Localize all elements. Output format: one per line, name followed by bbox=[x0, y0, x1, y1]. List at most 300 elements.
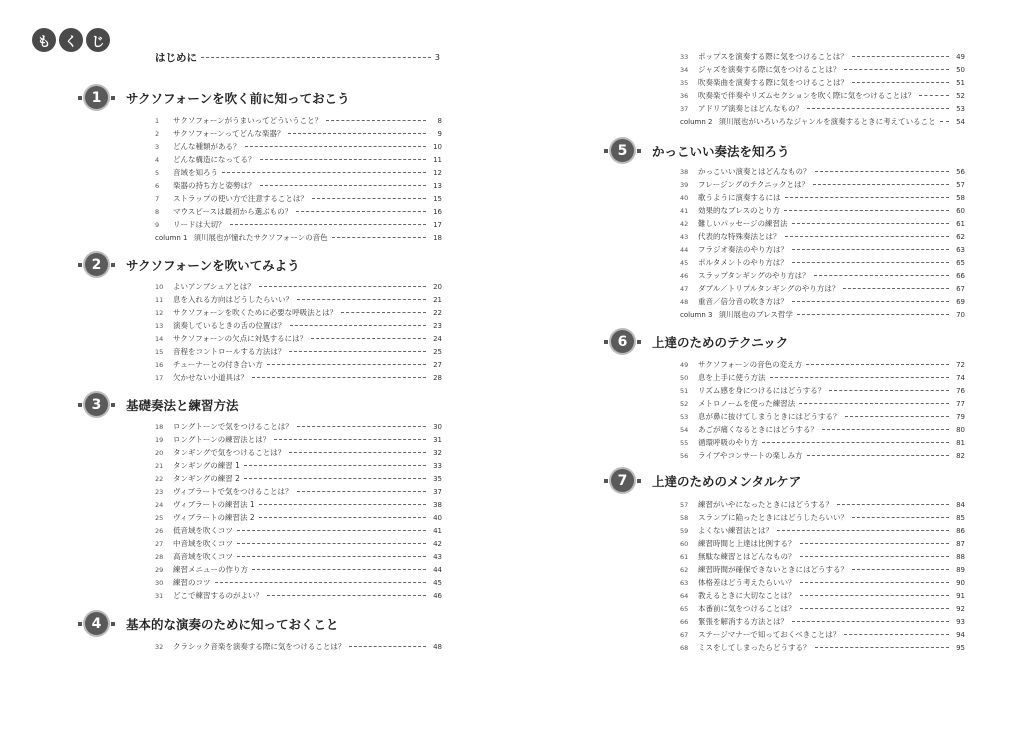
entry-title: ポップスを演奏する際に気をつけることは？ bbox=[698, 52, 848, 61]
dot-leader bbox=[259, 504, 426, 505]
entry-number: 16 bbox=[155, 360, 164, 369]
entry-title: スランプに陥ったときにはどうしたらいい？ bbox=[698, 513, 848, 522]
toc-entry[interactable] bbox=[680, 178, 965, 191]
dot-leader bbox=[792, 223, 949, 224]
entry-title: フレージングのテクニックとは？ bbox=[698, 180, 809, 189]
dot-leader bbox=[829, 390, 949, 391]
toc-entry[interactable] bbox=[155, 640, 442, 653]
toc-entry[interactable] bbox=[680, 628, 965, 641]
dot-leader bbox=[288, 133, 426, 134]
entry-number: 19 bbox=[155, 435, 164, 444]
entry-title: 須川展也がいろいろなジャンルを演奏するときに考えていること bbox=[718, 117, 936, 126]
chapter-heading-4[interactable] bbox=[78, 612, 339, 635]
dot-leader bbox=[800, 608, 950, 609]
entry-title: ロングトーンの練習法とは？ bbox=[173, 435, 271, 444]
entry-number: 40 bbox=[680, 193, 689, 202]
entry-page: 41 bbox=[433, 526, 442, 535]
entry-number: 41 bbox=[680, 206, 689, 215]
entry-number: 63 bbox=[680, 578, 689, 587]
entry-title: どんな構造になってる？ bbox=[173, 155, 256, 164]
entry-number: column 3 bbox=[680, 310, 713, 319]
entry-page: 17 bbox=[433, 220, 442, 229]
toc-entry[interactable] bbox=[155, 589, 442, 602]
toc-entry[interactable] bbox=[155, 280, 442, 293]
entry-number: 35 bbox=[680, 78, 689, 87]
entry-number: 8 bbox=[155, 207, 160, 216]
entry-number: 29 bbox=[155, 565, 164, 574]
dot-leader bbox=[245, 146, 427, 147]
entry-page: 79 bbox=[956, 412, 965, 421]
entry-title: ライブやコンサートの楽しみ方 bbox=[698, 451, 803, 460]
toc-entry[interactable] bbox=[680, 191, 965, 204]
toc-entry[interactable] bbox=[680, 295, 965, 308]
entry-page: 54 bbox=[956, 117, 965, 126]
toc-entry[interactable] bbox=[155, 166, 442, 179]
entry-number: 51 bbox=[680, 386, 689, 395]
entry-title: 低音域を吹くコツ bbox=[173, 526, 233, 535]
entry-page: 28 bbox=[433, 373, 442, 382]
entry-page: 37 bbox=[433, 487, 442, 496]
entry-number: column 2 bbox=[680, 117, 713, 126]
entry-number: 9 bbox=[155, 220, 160, 229]
toc-entry[interactable] bbox=[155, 114, 442, 127]
entry-page: 31 bbox=[433, 435, 442, 444]
dot-leader bbox=[260, 185, 427, 186]
toc-entry[interactable] bbox=[155, 153, 442, 166]
dot-leader bbox=[784, 210, 949, 211]
entry-number: 27 bbox=[155, 539, 164, 548]
entry-title: 音程をコントロールする方法は？ bbox=[173, 347, 286, 356]
entry-number: 31 bbox=[155, 591, 164, 600]
entry-title: よくない練習法とは？ bbox=[698, 526, 773, 535]
toc-entry[interactable] bbox=[680, 384, 965, 397]
toc-entry[interactable] bbox=[680, 576, 965, 589]
toc-entry[interactable] bbox=[155, 345, 442, 358]
chapter-number: 7 bbox=[611, 469, 634, 492]
entry-title: 歌うように演奏するには bbox=[698, 193, 781, 202]
chapter-title: 上達のためのテクニック bbox=[652, 334, 789, 350]
entry-title: 循環呼吸のやり方 bbox=[698, 438, 758, 447]
chapter-marker bbox=[111, 403, 115, 407]
toc-entry[interactable] bbox=[680, 589, 965, 602]
toc-entry[interactable] bbox=[155, 332, 442, 345]
dot-leader bbox=[785, 236, 950, 237]
toc-entry[interactable] bbox=[155, 563, 442, 576]
toc-entry[interactable] bbox=[680, 63, 965, 76]
dot-leader bbox=[260, 159, 427, 160]
dot-leader bbox=[201, 57, 431, 58]
entry-title: マウスピースは最初から選ぶもの？ bbox=[173, 207, 293, 216]
entry-title: 練習がいやになったときにはどうする？ bbox=[698, 500, 833, 509]
entry-title: 重音／倍分音の吹き方は？ bbox=[698, 297, 788, 306]
dot-leader bbox=[296, 211, 426, 212]
toc-entry[interactable] bbox=[680, 256, 965, 269]
dot-leader bbox=[230, 224, 427, 225]
toc-entry[interactable] bbox=[155, 358, 442, 371]
badge-char: も bbox=[32, 28, 56, 52]
toc-entry[interactable] bbox=[680, 371, 965, 384]
toc-entry[interactable] bbox=[155, 127, 442, 140]
entry-page: 49 bbox=[956, 52, 965, 61]
entry-title: メトロノームを使った練習法 bbox=[698, 399, 796, 408]
toc-entry[interactable] bbox=[680, 102, 965, 115]
toc-entry[interactable] bbox=[680, 308, 965, 321]
entry-number: 55 bbox=[680, 438, 689, 447]
toc-entry[interactable] bbox=[155, 459, 442, 472]
entry-title: サクソフォーンの音色の変え方 bbox=[698, 360, 803, 369]
entry-page: 20 bbox=[433, 282, 442, 291]
dot-leader bbox=[844, 634, 949, 635]
dot-leader bbox=[852, 56, 949, 57]
entry-number: 48 bbox=[680, 297, 689, 306]
chapter-title: 基本的な演奏のために知っておくこと bbox=[126, 616, 339, 632]
entry-number: 56 bbox=[680, 451, 689, 460]
entry-number: 12 bbox=[155, 308, 164, 317]
dot-leader bbox=[799, 403, 949, 404]
entry-title: あごが痛くなるときにはどうする？ bbox=[698, 425, 818, 434]
entry-page: 12 bbox=[433, 168, 442, 177]
toc-entry-intro[interactable] bbox=[155, 50, 440, 65]
toc-entry[interactable] bbox=[680, 165, 965, 178]
entry-page: 69 bbox=[956, 297, 965, 306]
toc-entry[interactable] bbox=[155, 511, 442, 524]
chapter-heading-2[interactable] bbox=[78, 253, 300, 276]
entry-page: 45 bbox=[433, 578, 442, 587]
entry-page: 95 bbox=[956, 643, 965, 652]
dot-leader bbox=[792, 249, 949, 250]
entry-number: 45 bbox=[680, 258, 689, 267]
dot-leader bbox=[806, 364, 949, 365]
entry-page: 61 bbox=[956, 219, 965, 228]
entry-title: リードは大切？ bbox=[173, 220, 226, 229]
dot-leader bbox=[807, 455, 949, 456]
intro-label: はじめに bbox=[155, 52, 197, 64]
entry-page: 52 bbox=[956, 91, 965, 100]
chapter-5-entries bbox=[680, 165, 965, 321]
entry-page: 60 bbox=[956, 206, 965, 215]
entry-page: 57 bbox=[956, 180, 965, 189]
entry-number: 32 bbox=[155, 642, 164, 651]
toc-entry[interactable] bbox=[680, 410, 965, 423]
chapter-marker bbox=[78, 403, 82, 407]
dot-leader bbox=[289, 351, 426, 352]
toc-entry[interactable] bbox=[155, 433, 442, 446]
toc-entry[interactable] bbox=[680, 537, 965, 550]
chapter-number: 4 bbox=[85, 612, 108, 635]
entry-page: 33 bbox=[433, 461, 442, 470]
dot-leader bbox=[297, 299, 426, 300]
toc-entry[interactable] bbox=[680, 230, 965, 243]
toc-entry[interactable] bbox=[680, 204, 965, 217]
entry-page: 44 bbox=[433, 565, 442, 574]
dot-leader bbox=[822, 429, 949, 430]
toc-entry[interactable] bbox=[155, 205, 442, 218]
chapter-marker bbox=[637, 340, 641, 344]
entry-number: 10 bbox=[155, 282, 164, 291]
toc-entry[interactable] bbox=[155, 550, 442, 563]
entry-page: 43 bbox=[433, 552, 442, 561]
toc-entry[interactable] bbox=[680, 243, 965, 256]
entry-page: 27 bbox=[433, 360, 442, 369]
dot-leader bbox=[290, 325, 427, 326]
entry-number: 58 bbox=[680, 513, 689, 522]
dot-leader bbox=[800, 556, 950, 557]
toc-entry[interactable] bbox=[155, 306, 442, 319]
dot-leader bbox=[777, 530, 949, 531]
dot-leader bbox=[852, 569, 949, 570]
dot-leader bbox=[797, 314, 949, 315]
toc-entry[interactable] bbox=[155, 293, 442, 306]
toc-entry[interactable] bbox=[155, 218, 442, 231]
entry-number: 38 bbox=[680, 167, 689, 176]
dot-leader bbox=[289, 452, 426, 453]
entry-title: 無駄な練習とはどんなもの？ bbox=[698, 552, 796, 561]
toc-entry[interactable] bbox=[155, 140, 442, 153]
toc-entry[interactable] bbox=[155, 472, 442, 485]
mokuji-badge bbox=[32, 28, 110, 52]
dot-leader bbox=[800, 582, 950, 583]
entry-page: 42 bbox=[433, 539, 442, 548]
chapter-4-entries-part2 bbox=[680, 50, 965, 128]
chapter-heading-7[interactable] bbox=[604, 469, 801, 492]
dot-leader bbox=[267, 364, 426, 365]
entry-title: よいアンブシュアとは？ bbox=[173, 282, 255, 291]
entry-number: 66 bbox=[680, 617, 689, 626]
dot-leader bbox=[852, 82, 949, 83]
entry-page: 16 bbox=[433, 207, 442, 216]
chapter-number: 1 bbox=[85, 86, 108, 109]
dot-leader bbox=[244, 465, 426, 466]
dot-leader bbox=[341, 312, 426, 313]
dot-leader bbox=[770, 377, 950, 378]
entry-title: チューナーとの付き合い方 bbox=[173, 360, 263, 369]
chapter-title: かっこいい奏法を知ろう bbox=[652, 143, 790, 159]
chapter-number: 5 bbox=[611, 139, 634, 162]
chapter-3-entries bbox=[155, 420, 442, 602]
entry-number: 30 bbox=[155, 578, 164, 587]
entry-page: 21 bbox=[433, 295, 442, 304]
entry-title: サクソフォーンってどんな楽器？ bbox=[173, 129, 285, 138]
toc-entry[interactable] bbox=[680, 436, 965, 449]
entry-page: 93 bbox=[956, 617, 965, 626]
toc-entry[interactable] bbox=[680, 282, 965, 295]
toc-entry[interactable] bbox=[680, 449, 965, 462]
entry-page: 65 bbox=[956, 258, 965, 267]
toc-entry[interactable] bbox=[155, 576, 442, 589]
toc-entry[interactable] bbox=[680, 511, 965, 524]
entry-page: 66 bbox=[956, 271, 965, 280]
toc-entry[interactable] bbox=[155, 446, 442, 459]
dot-leader bbox=[215, 582, 427, 583]
entry-number: 65 bbox=[680, 604, 689, 613]
entry-title: 息を入れる方向はどうしたらいい？ bbox=[173, 295, 293, 304]
entry-page: 38 bbox=[433, 500, 442, 509]
dot-leader bbox=[940, 121, 949, 122]
entry-page: 51 bbox=[956, 78, 965, 87]
toc-entry[interactable] bbox=[680, 269, 965, 282]
entry-title: タンギングの練習 1 bbox=[173, 461, 240, 470]
entry-number: 49 bbox=[680, 360, 689, 369]
entry-page: 70 bbox=[956, 310, 965, 319]
entry-title: 中音域を吹くコツ bbox=[173, 539, 233, 548]
toc-entry[interactable] bbox=[680, 76, 965, 89]
entry-title: 体格差はどう考えたらいい？ bbox=[698, 578, 796, 587]
entry-number: 13 bbox=[155, 321, 164, 330]
entry-number: column 1 bbox=[155, 233, 188, 242]
entry-number: 44 bbox=[680, 245, 689, 254]
toc-entry[interactable] bbox=[155, 485, 442, 498]
entry-title: 高音域を吹くコツ bbox=[173, 552, 233, 561]
chapter-marker bbox=[604, 340, 608, 344]
toc-entry[interactable] bbox=[680, 641, 965, 654]
chapter-heading-1[interactable] bbox=[78, 86, 350, 109]
entry-title: 難しいパッセージの練習法 bbox=[698, 219, 788, 228]
toc-entry[interactable] bbox=[680, 524, 965, 537]
toc-entry[interactable] bbox=[155, 192, 442, 205]
toc-entry[interactable] bbox=[680, 358, 965, 371]
toc-entry[interactable] bbox=[680, 498, 965, 511]
entry-number: 17 bbox=[155, 373, 164, 382]
chapter-marker bbox=[604, 479, 608, 483]
entry-number: 67 bbox=[680, 630, 689, 639]
entry-number: 57 bbox=[680, 500, 689, 509]
entry-page: 86 bbox=[956, 526, 965, 535]
entry-number: 20 bbox=[155, 448, 164, 457]
entry-page: 11 bbox=[433, 155, 442, 164]
toc-entry[interactable] bbox=[680, 602, 965, 615]
badge-char: く bbox=[59, 28, 83, 52]
entry-title: 代表的な特殊奏法とは？ bbox=[698, 232, 781, 241]
entry-number: 5 bbox=[155, 168, 160, 177]
entry-title: 練習メニューの作り方 bbox=[173, 565, 248, 574]
dot-leader bbox=[259, 286, 426, 287]
entry-title: 練習のコツ bbox=[173, 578, 211, 587]
entry-title: どこで練習するのがよい？ bbox=[173, 591, 263, 600]
entry-number: 59 bbox=[680, 526, 689, 535]
entry-title: どんな種類がある？ bbox=[173, 142, 241, 151]
dot-leader bbox=[792, 262, 949, 263]
toc-entry[interactable] bbox=[680, 550, 965, 563]
toc-entry[interactable] bbox=[155, 371, 442, 384]
chapter-6-entries bbox=[680, 358, 965, 462]
entry-page: 15 bbox=[433, 194, 442, 203]
toc-entry[interactable] bbox=[155, 179, 442, 192]
dot-leader bbox=[785, 197, 950, 198]
entry-number: 28 bbox=[155, 552, 164, 561]
toc-entry[interactable] bbox=[680, 115, 965, 128]
chapter-heading-5[interactable] bbox=[604, 139, 790, 162]
entry-title: 演奏しているときの舌の位置は？ bbox=[173, 321, 286, 330]
chapter-title: 上達のためのメンタルケア bbox=[652, 473, 802, 489]
entry-page: 76 bbox=[956, 386, 965, 395]
entry-title: 練習時間と上達は比例する？ bbox=[698, 539, 796, 548]
toc-entry[interactable] bbox=[680, 615, 965, 628]
entry-page: 62 bbox=[956, 232, 965, 241]
dot-leader bbox=[800, 595, 950, 596]
entry-title: ダブル／トリプルタンギングのやり方は？ bbox=[698, 284, 840, 293]
chapter-2-entries bbox=[155, 280, 442, 384]
dot-leader bbox=[815, 171, 950, 172]
entry-page: 72 bbox=[956, 360, 965, 369]
entry-page: 35 bbox=[433, 474, 442, 483]
dot-leader bbox=[762, 442, 949, 443]
toc-entry[interactable] bbox=[680, 563, 965, 576]
toc-entry[interactable] bbox=[155, 537, 442, 550]
entry-number: 50 bbox=[680, 373, 689, 382]
chapter-heading-3[interactable] bbox=[78, 393, 239, 416]
intro-page: 3 bbox=[434, 53, 440, 62]
entry-number: 11 bbox=[155, 295, 164, 304]
entry-page: 63 bbox=[956, 245, 965, 254]
entry-title: 須川展也が憧れたサクソフォーンの音色 bbox=[193, 233, 328, 242]
dot-leader bbox=[814, 275, 949, 276]
chapter-marker bbox=[78, 263, 82, 267]
entry-page: 10 bbox=[433, 142, 442, 151]
toc-entry[interactable] bbox=[155, 420, 442, 433]
toc-entry[interactable] bbox=[680, 423, 965, 436]
entry-page: 87 bbox=[956, 539, 965, 548]
entry-title: 練習時間が確保できないときにはどうする？ bbox=[698, 565, 848, 574]
entry-title: フラジオ奏法のやり方は？ bbox=[698, 245, 788, 254]
entry-title: ステージマナーで知っておくべきことは？ bbox=[698, 630, 841, 639]
entry-number: 39 bbox=[680, 180, 689, 189]
dot-leader bbox=[297, 491, 426, 492]
toc-entry[interactable] bbox=[155, 231, 442, 244]
dot-leader bbox=[813, 184, 949, 185]
chapter-marker bbox=[111, 622, 115, 626]
toc-entry[interactable] bbox=[680, 50, 965, 63]
toc-entry[interactable] bbox=[680, 89, 965, 102]
entry-page: 58 bbox=[956, 193, 965, 202]
entry-title: 欠かせない小道具は？ bbox=[173, 373, 248, 382]
entry-number: 61 bbox=[680, 552, 689, 561]
dot-leader bbox=[792, 621, 949, 622]
entry-page: 23 bbox=[433, 321, 442, 330]
entry-number: 60 bbox=[680, 539, 689, 548]
entry-page: 53 bbox=[956, 104, 965, 113]
toc-entry[interactable] bbox=[155, 498, 442, 511]
dot-leader bbox=[274, 439, 426, 440]
toc-entry[interactable] bbox=[155, 524, 442, 537]
chapter-heading-6[interactable] bbox=[604, 330, 788, 353]
entry-page: 56 bbox=[956, 167, 965, 176]
dot-leader bbox=[222, 172, 426, 173]
dot-leader bbox=[267, 595, 426, 596]
entry-number: 6 bbox=[155, 181, 160, 190]
entry-page: 81 bbox=[956, 438, 965, 447]
entry-title: 効果的なブレスのとり方 bbox=[698, 206, 780, 215]
toc-entry[interactable] bbox=[680, 217, 965, 230]
dot-leader bbox=[237, 556, 426, 557]
entry-page: 94 bbox=[956, 630, 965, 639]
dot-leader bbox=[237, 543, 426, 544]
chapter-number: 6 bbox=[611, 330, 634, 353]
entry-number: 53 bbox=[680, 412, 689, 421]
toc-entry[interactable] bbox=[680, 397, 965, 410]
entry-page: 74 bbox=[956, 373, 965, 382]
entry-page: 46 bbox=[433, 591, 442, 600]
entry-page: 30 bbox=[433, 422, 442, 431]
dot-leader bbox=[843, 288, 949, 289]
toc-entry[interactable] bbox=[155, 319, 442, 332]
entry-title: 楽器の持ち方と姿勢は？ bbox=[173, 181, 256, 190]
entry-number: 26 bbox=[155, 526, 164, 535]
entry-number: 42 bbox=[680, 219, 689, 228]
entry-title: ジャズを演奏する際に気をつけることは？ bbox=[698, 65, 841, 74]
chapter-marker bbox=[637, 479, 641, 483]
entry-title: 緊張を解消する方法とは？ bbox=[698, 617, 788, 626]
entry-number: 64 bbox=[680, 591, 689, 600]
